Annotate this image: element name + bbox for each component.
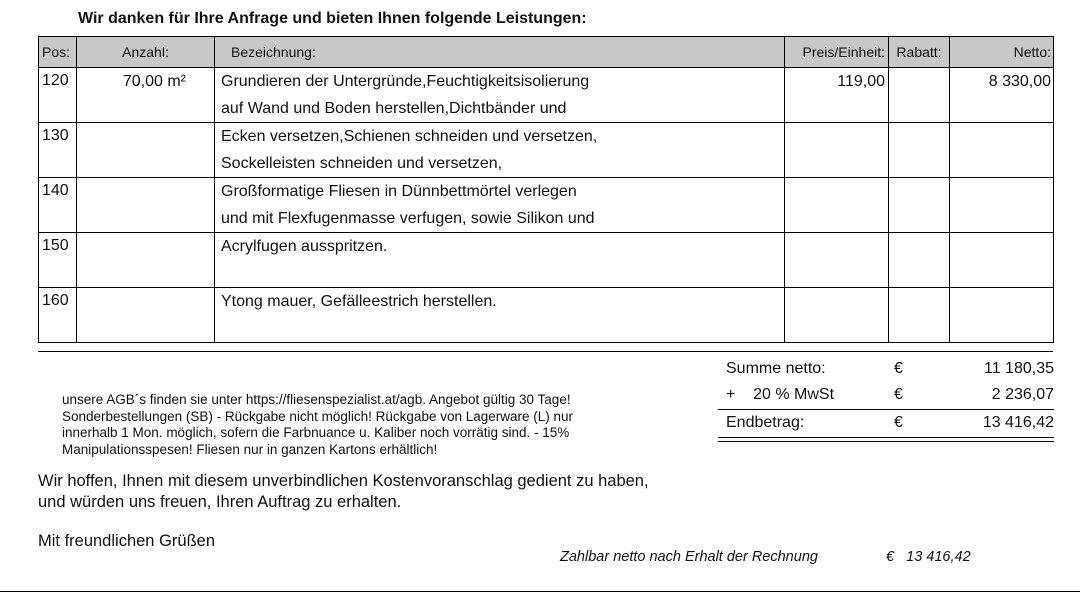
greeting: Mit freundlichen Grüßen [38,532,215,550]
row-description-line1: Ytong mauer, Gefälleestrich herstellen. [221,293,497,310]
table-header-row [39,37,1054,68]
table-row [39,233,1054,288]
header-anzahl: Anzahl: [77,37,215,68]
subtotal-value: 11 180,35 [984,360,1054,377]
row-pos: 150 [42,237,69,254]
payment-amount: € 13 416,42 [886,549,971,565]
row-description-line1: Grundieren der Untergründe,Feuchtigkeitsisolierung [221,73,590,90]
closing-text [38,471,738,513]
row-anzahl: 70,00 m² [122,73,186,90]
payment-text: Zahlbar netto nach Erhalt der Rechnung [560,549,818,565]
terms-line: Manipulationsspesen! Fliesen nur in ganzen Kartons erhältlich! [62,441,438,457]
total-double-rule-2 [718,441,1054,442]
row-description-line2: auf Wand und Boden herstellen,Dichtbänder und [221,100,567,117]
row-pos: 120 [42,72,69,89]
closing-line: Wir hoffen, Ihnen mit diesem unverbindlichen Kostenvoranschlag gedient zu haben, [38,472,649,490]
row-description-line1: Großformatige Fliesen in Dünnbettmörtel verlegen [221,183,577,200]
row-pos: 160 [42,292,69,309]
row-description-line1: Ecken versetzen,Schienen schneiden und versetzen, [221,128,598,145]
row-description-line2: und mit Flexfugenmasse verfugen, sowie Silikon und [221,210,595,227]
subtotal-row [718,360,1054,384]
row-netto: 8 330,00 [988,73,1051,90]
terms-line: unsere AGB´s finden sie unter https://fliesenspezialist.at/agb. Angebot gültig 30 Tage! [62,392,571,407]
vat-row [718,386,1054,410]
table-row [39,178,1054,233]
header-netto: Netto: [950,37,1054,68]
table-row [39,288,1054,343]
subtotal-currency: € [894,360,903,377]
vat-value: 2 236,07 [991,386,1054,403]
terms-text [62,392,702,458]
page-bottom-rule [0,591,1080,592]
offer-heading: Wir danken für Ihre Anfrage und bieten Ihnen folgende Leistungen: [78,10,587,27]
table-row [39,68,1054,123]
grand-total-value: 13 416,42 [982,414,1054,431]
row-pos: 140 [42,182,69,199]
grand-total-label: Endbetrag: [726,414,805,431]
line-items-table [38,36,1054,343]
grand-total-currency: € [894,414,903,431]
vat-currency: € [894,386,903,403]
grand-total-row [718,414,1054,438]
vat-label: + 20 % MwSt [726,386,835,403]
header-bezeichnung: Bezeichnung: [215,37,785,68]
header-rabatt: Rabatt: [889,37,950,68]
payment-terms [560,549,971,565]
terms-line: Sonderbestellungen (SB) - Rückgabe nicht möglich! Rückgabe von Lagerware (L) nur [62,408,574,424]
header-preis: Preis/Einheit: [785,37,889,68]
header-pos: Pos: [39,37,77,68]
row-preis: 119,00 [837,73,885,90]
terms-line: innerhalb 1 Mon. möglich, sofern die Farbnuance u. Kaliber noch vorrätig sind. - 15% [62,425,570,440]
table-row [39,123,1054,178]
table-bottom-rule [38,351,1053,352]
closing-line: und würden uns freuen, Ihren Auftrag zu erhalten. [38,493,402,511]
subtotal-label: Summe netto: [726,360,826,377]
row-description-line2: Sockelleisten schneiden und versetzen, [221,155,503,172]
row-pos: 130 [42,127,69,144]
row-description-line1: Acrylfugen ausspritzen. [221,238,388,255]
